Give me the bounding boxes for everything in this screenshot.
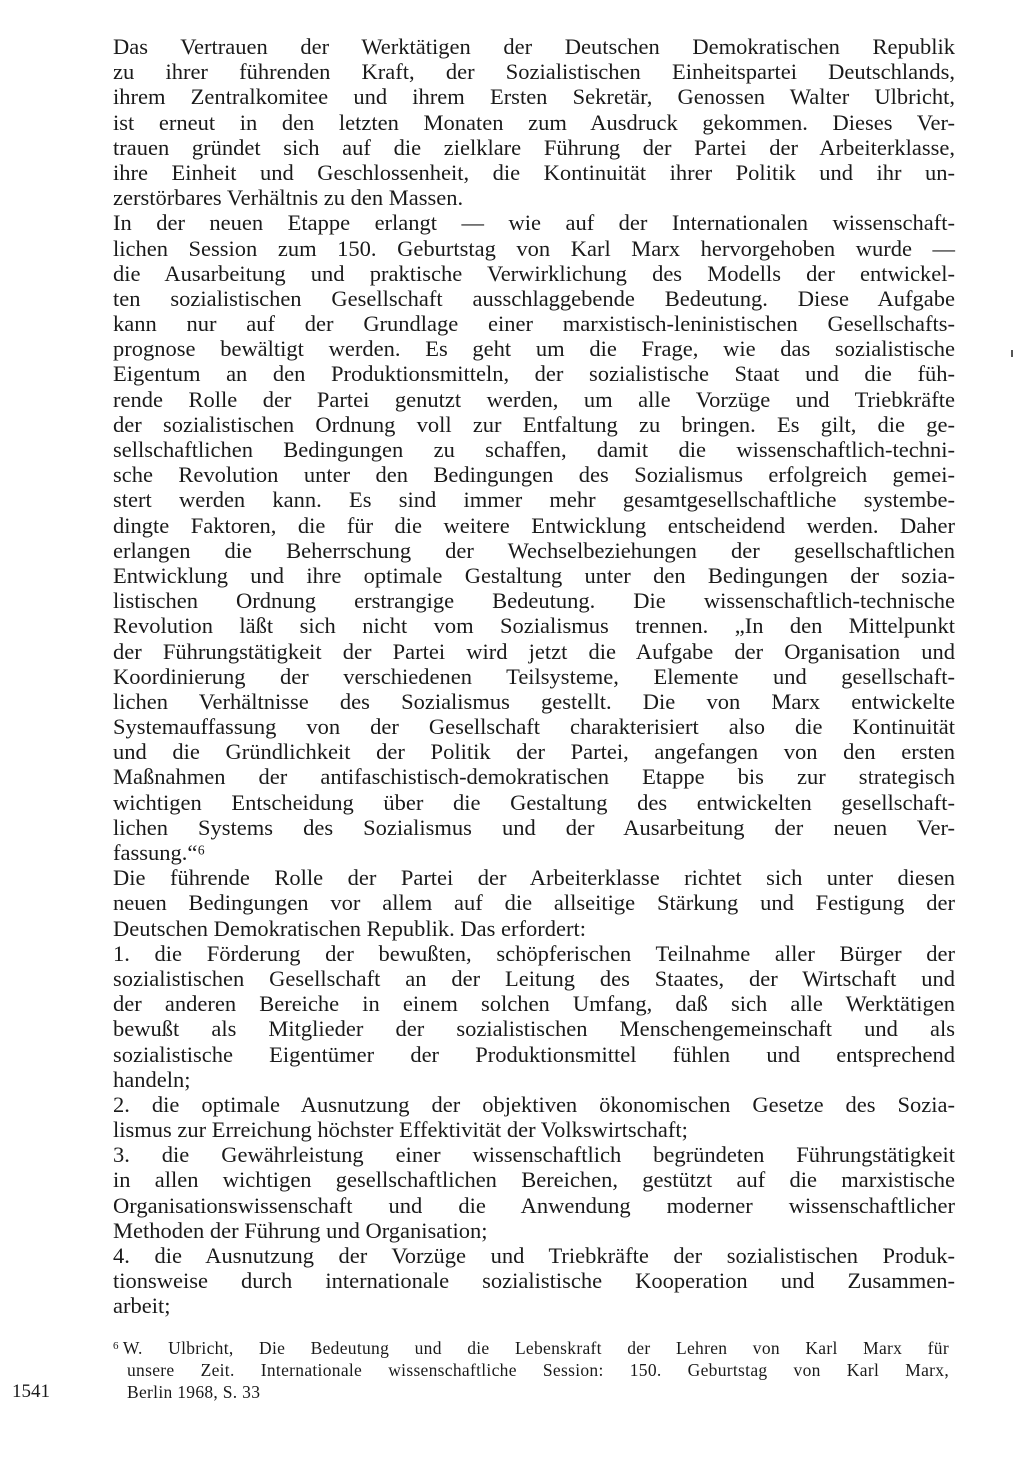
footnote-line: unsere Zeit. Internationale wissenschaftliche Session: 150. Geburtstag von Karl Marx, [127,1360,949,1380]
text-line: tionsweise durch internationale sozialistische Kooperation und Zusammen- [113,1268,955,1294]
page-number: 1541 [12,1381,50,1402]
footnote-line [113,1337,949,1359]
text-line: trauen gründet sich auf die zielklare Führung der Partei der Arbeiterklasse, [113,134,955,160]
text-line: der Führungstätigkeit der Partei wird jetzt die Aufgabe der Organisation und [113,638,955,664]
text-line: 1. die Förderung der bewußten, schöpferischen Teilnahme aller Bürger der [113,940,955,966]
text-line: Deutschen Demokratischen Republik. Das erfordert: [113,915,586,941]
text-line: Revolution läßt sich nicht vom Sozialismus trennen. „In den Mittelpunkt [113,613,955,639]
text-line: ist erneut in den letzten Monaten zum Ausdruck gekommen. Dieses Ver- [113,109,955,135]
text-line: Koordinierung der verschiedenen Teilsysteme, Elemente und gesellschaft- [113,663,955,689]
text-line: ihre Einheit und Geschlossenheit, die Kontinuität ihrer Politik und ihr un- [113,159,955,185]
text-line: lismus zur Erreichung höchster Effektivität der Volkswirtschaft; [113,1117,688,1143]
text-line: in allen wichtigen gesellschaftlichen Bereichen, gestützt auf die marxistische [113,1167,955,1193]
text-line: stert werden kann. Es sind immer mehr gesamtgesellschaftliche systembe- [113,487,955,513]
scan-speck [1011,350,1013,357]
text-line: sellschaftlichen Bedingungen zu schaffen, damit die wissenschaftlich-techni- [113,437,955,462]
text-line: die Ausarbeitung und praktische Verwirklichung des Modells der entwickel- [113,260,955,286]
text-line: zerstörbares Verhältnis zu den Massen. [113,185,464,211]
text-line: dingte Faktoren, die für die weitere Entwicklung entscheidend werden. Daher [113,512,955,538]
text-line: bewußt als Mitglieder der sozialistischen Menschengemeinschaft und als [113,1016,955,1042]
text-line: der sozialistischen Ordnung voll zur Entfaltung zu bringen. Es gilt, die ge- [113,411,955,437]
text-line: zu ihrer führenden Kraft, der Sozialistischen Einheitspartei Deutschlands, [113,59,955,85]
text-line: handeln; [113,1066,191,1092]
text-line: arbeit; [113,1293,171,1319]
text-line: lichen Verhältnisse des Sozialismus gestellt. Die von Marx entwickelte [113,688,955,714]
main-text [113,34,955,1319]
text-line: lichen Systems des Sozialismus und der Ausarbeitung der neuen Ver- [113,814,955,840]
text-line: wichtigen Entscheidung über die Gestaltung des entwickelten gesellschaft- [113,789,955,815]
footnote-marker: 6 [113,1340,119,1352]
text-line: ten sozialistischen Gesellschaft ausschlaggebende Bedeutung. Diese Aufgabe [113,285,955,311]
text-line: In der neuen Etappe erlangt — wie auf der Internationalen wissenschaft- [113,210,955,236]
text-line: prognose bewältigt werden. Es geht um die Frage, wie das sozialistische [113,336,955,362]
text-line: Die führende Rolle der Partei der Arbeiterklasse richtet sich unter diesen [113,865,955,891]
text-line: der anderen Bereiche in einem solchen Umfang, daß sich alle Werktätigen [113,991,955,1017]
text-line: und die Gründlichkeit der Politik der Partei, angefangen von den ersten [113,739,955,765]
text-line: Systemauffassung von der Gesellschaft charakterisiert also die Kontinuität [113,714,955,740]
footnote [113,1337,949,1403]
text-line: Methoden der Führung und Organisation; [113,1217,488,1243]
text-line: fassung.“⁶ [113,840,206,865]
text-line: lichen Session zum 150. Geburtstag von Karl Marx hervorgehoben wurde — [113,235,955,261]
text-line: 3. die Gewährleistung einer wissenschaftlich begründeten Führungstätigkeit [113,1142,955,1168]
footnote-line: Berlin 1968, S. 33 [127,1382,261,1402]
text-line: sche Revolution unter den Bedingungen des Sozialismus erfolgreich gemei- [113,462,955,488]
text-line: erlangen die Beherrschung der Wechselbeziehungen der gesellschaftlichen [113,537,955,563]
text-line: 4. die Ausnutzung der Vorzüge und Triebkräfte der sozialistischen Produk- [113,1243,955,1268]
text-line: neuen Bedingungen vor allem auf die allseitige Stärkung und Festigung der [113,890,955,916]
text-line: sozialistische Eigentümer der Produktionsmittel fühlen und entsprechend [113,1041,955,1067]
text-line: Das Vertrauen der Werktätigen der Deutschen Demokratischen Republik [113,34,955,59]
text-line: kann nur auf der Grundlage einer marxistisch-leninistischen Gesellschafts- [113,311,955,337]
text-line: Maßnahmen der antifaschistisch-demokratischen Etappe bis zur strategisch [113,764,955,790]
text-line: Entwicklung und ihre optimale Gestaltung unter den Bedingungen der sozia- [113,562,955,588]
footnote-text: W. Ulbricht, Die Bedeutung und die Lebenskraft der Lehren von Karl Marx für [122,1338,949,1358]
text-line: sozialistischen Gesellschaft an der Leitung des Staates, der Wirtschaft und [113,965,955,991]
text-line: Eigentum an den Produktionsmitteln, der sozialistische Staat und die füh- [113,361,955,387]
text-line: Organisationswissenschaft und die Anwendung moderner wissenschaftlicher [113,1192,955,1218]
text-line: listischen Ordnung erstrangige Bedeutung. Die wissenschaftlich-technische [113,588,955,614]
text-line: 2. die optimale Ausnutzung der objektiven ökonomischen Gesetze des Sozia- [113,1091,955,1117]
text-line: rende Rolle der Partei genutzt werden, um alle Vorzüge und Triebkräfte [113,386,955,412]
text-line: ihrem Zentralkomitee und ihrem Ersten Sekretär, Genossen Walter Ulbricht, [113,84,955,110]
